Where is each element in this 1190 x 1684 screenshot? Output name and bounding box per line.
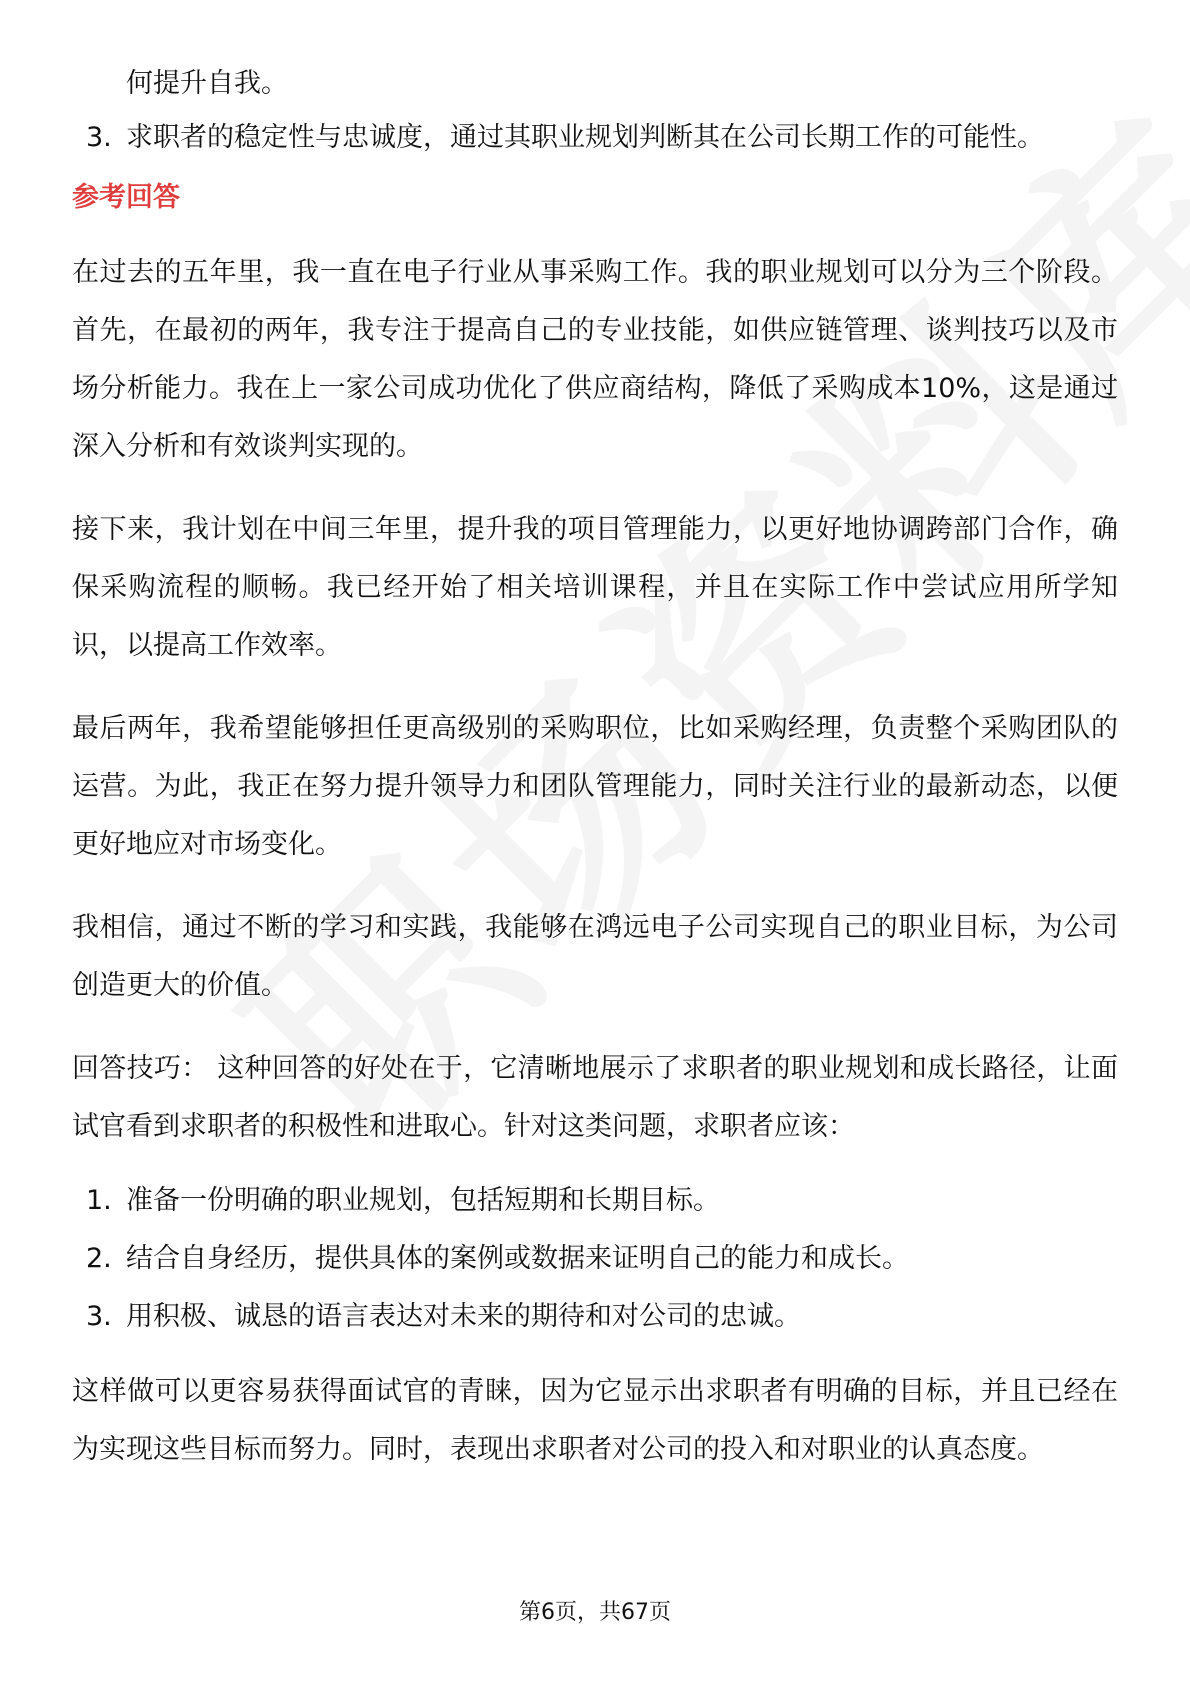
answer-paragraph: 接下来，我计划在中间三年里，提升我的项目管理能力，以更好地协调跨部门合作，确保采购流程的顺畅。我已经开始了相关培训课程，并且在实际工作中尝试应用所学知识，以提高工作效率。 [72,514,1118,661]
criteria-list [72,118,1118,158]
answer-paragraph: 在过去的五年里，我一直在电子行业从事采购工作。我的职业规划可以分为三个阶段。首先，在最初的两年，我专注于提高自己的专业技能，如供应链管理、谈判技巧以及市场分析能力。我在上一家公司成功优化了供应商结构，降低了采购成本10%，这是通过深入分析和有效谈判实现的。 [72,257,1118,462]
list-item [72,1181,1118,1221]
tips-intro: 回答技巧： 这种回答的好处在于，它清晰地展示了求职者的职业规划和成长路径，让面试官看到求职者的积极性和进取心。针对这类问题，求职者应该： [72,1053,1118,1142]
list-number: 3. [86,122,112,153]
section-heading: 参考回答 [72,182,180,213]
page-content [72,64,1118,1504]
list-item [72,1297,1118,1337]
answer-paragraph: 最后两年，我希望能够担任更高级别的采购职位，比如采购经理，负责整个采购团队的运营。为此，我正在努力提升领导力和团队管理能力，同时关注行业的最新动态，以便更好地应对市场变化。 [72,713,1118,860]
list-item-text: 准备一份明确的职业规划，包括短期和长期目标。 [126,1185,720,1216]
answer-paragraph: 我相信，通过不断的学习和实践，我能够在鸿远电子公司实现自己的职业目标，为公司创造更大的价值。 [72,912,1118,1001]
list-number: 2. [86,1243,112,1274]
list-item-continuation: 何提升自我。 [126,68,288,99]
list-item [72,1239,1118,1279]
page-number: 第6页，共67页 [519,1600,671,1625]
tips-list [72,1181,1118,1337]
list-item [72,118,1118,158]
tips-conclusion: 这样做可以更容易获得面试官的青睐，因为它显示出求职者有明确的目标，并且已经在为实现这些目标而努力。同时，表现出求职者对公司的投入和对职业的认真态度。 [72,1376,1118,1465]
list-number: 1. [86,1185,112,1216]
list-item-text: 求职者的稳定性与忠诚度，通过其职业规划判断其在公司长期工作的可能性。 [126,122,1044,153]
list-item-text: 用积极、诚恳的语言表达对未来的期待和对公司的忠诚。 [126,1301,801,1332]
list-item-text: 结合自身经历，提供具体的案例或数据来证明自己的能力和成长。 [126,1243,909,1274]
list-number: 3. [86,1301,112,1332]
